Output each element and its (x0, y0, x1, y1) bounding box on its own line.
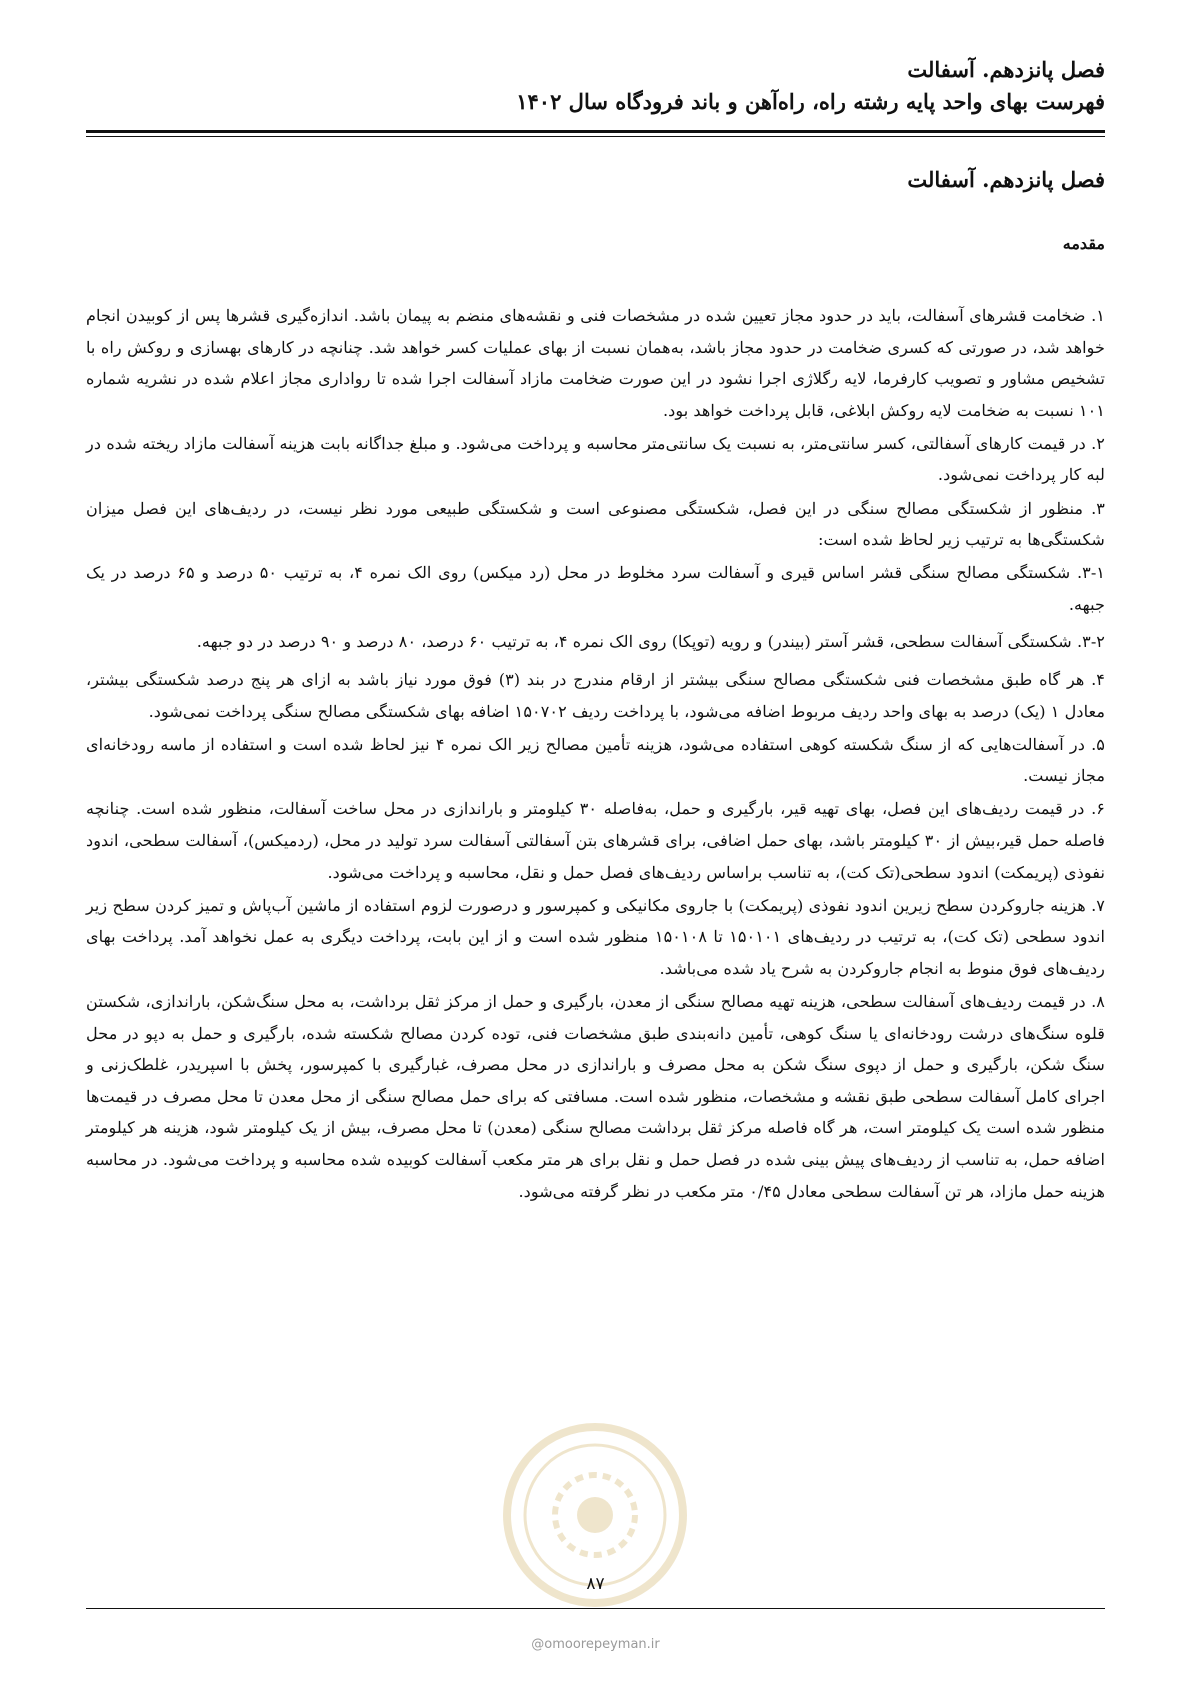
paragraph-8: ۸. در قیمت ردیف‌های آسفالت سطحی، هزینه تهیه مصالح سنگی از معدن، بارگیری و حمل از مرکز ثقل برداشت، به محل سنگ‌شکن، باراندازی، شکستن قلوه سنگ‌های درشت رودخانه‌ای یا سنگ کوهی، تأمین دانه‌بندی طبق مشخصات فنی، توده کردن مصالح شکسته شده، بارگیری و حمل به دپو در محل سنگ شکن، بارگیری و حمل از دپوی سنگ شکن به محل مصرف و باراندازی در محل مصرف، غبارگیری با کمپرسور، پخش با اسپریدر، غلطک‌زنی و اجرای کامل آسفالت سطحی طبق نقشه و مشخصات، منظور شده است. مسافتی که برای حمل مصالح سنگی از محل معدن تا محل مصرف در قیمت‌ها منظور شده است یک کیلومتر است، هر گاه فاصله مرکز ثقل برداشت مصالح سنگی (معدن) تا محل مصرف، بیش از یک کیلومتر شود، هزینه هر کیلومتر اضافه حمل، به تناسب از ردیف‌های پیش بینی شده در فصل حمل و نقل برای هر متر مکعب آسفالت کوبیده شده محاسبه و پرداخت می‌شود. در محاسبه هزینه حمل مازاد، هر تن آسفالت سطحی معادل ۰/۴۵ متر مکعب در نظر گرفته می‌شود. (86, 991, 1105, 1201)
header-chapter: فصل پانزدهم. آسفالت (907, 57, 1105, 82)
paragraph-3: ۳. منظور از شکستگی مصالح سنگی در این فصل، شکستگی مصنوعی است و شکستگی طبیعی مورد نظر نیست، در ردیف‌های این فصل میزان شکستگی‌ها به ترتیب زیر لحاظ شده است: (86, 498, 1105, 550)
header-rule-thick (86, 130, 1105, 133)
page-number: ۸۷ (586, 1574, 605, 1594)
paragraph-3-1: ۳-۱. شکستگی مصالح سنگی قشر اساس قیری و آسفالت سرد مخلوط در محل (رد میکس) روی الک نمره ۴، به ترتیب ۵۰ درصد و ۶۵ درصد در یک جبهه. (86, 563, 1105, 614)
footer-rule (86, 1608, 1105, 1609)
running-header (86, 54, 1105, 118)
paragraph-6: ۶. در قیمت ردیف‌های این فصل، بهای تهیه قیر، بارگیری و حمل، به‌فاصله ۳۰ کیلومتر و باراندازی در محل ساخت آسفالت، منظور شده است. چنانچه فاصله حمل قیر،بیش از ۳۰ کیلومتر باشد، بهای حمل اضافی، برای قشرهای بتن آسفالتی آسفالت سرد تولید در محل، (ردمیکس)، آسفالت سطحی، اندود نفوذی (پریمکت) اندود سطحی(تک کت)، به تناسب براساس ردیف‌های فصل حمل و نقل، محاسبه و پرداخت می‌شود. (86, 799, 1105, 882)
paragraph-4: ۴. هر گاه طبق مشخصات فنی شکستگی مصالح سنگی بیشتر از ارقام مندرج در بند (۳) فوق مورد نیاز باشد به ازای هر پنج درصد شکستگی بیشتر، معادل ۱ (یک) درصد به بهای واحد ردیف مربوط اضافه می‌شود، با پرداخت ردیف ۱۵۰۷۰۲ اضافه بهای شکستگی مصالح سنگی پرداخت نمی‌شود. (86, 670, 1105, 721)
intro-title: مقدمه (1062, 234, 1105, 253)
header-rule-thin (86, 136, 1105, 137)
paragraph-5: ۵. در آسفالت‌هایی که از سنگ شکسته کوهی استفاده می‌شود، هزینه تأمین مصالح زیر الک نمره ۴ نیز لحاظ شده است و استفاده از ماسه رودخانه‌ای مجاز نیست. (86, 734, 1105, 786)
paragraph-2: ۲. در قیمت کارهای آسفالتی، کسر سانتی‌متر، به نسبت یک سانتی‌متر محاسبه و پرداخت می‌شود. و مبلغ جداگانه بابت هزینه آسفالت مازاد ریخته شده در لبه کار پرداخت نمی‌شود. (86, 433, 1105, 485)
watermark-text: @omoorepeyman.ir (531, 1637, 660, 1652)
paragraph-7: ۷. هزینه جاروکردن سطح زیرین اندود نفوذی (پریمکت) با جاروی مکانیکی و کمپرسور و درصورت لزوم استفاده از ماشین آب‌پاش و تمیز کردن سطح زیر اندود سطحی (تک کت)، به ترتیب در ردیف‌های ۱۵۰۱۰۱ تا ۱۵۰۱۰۸ منظور شده است و از این بابت، پرداخت دیگری به عمل نخواهد آمد. پرداخت بهای ردیف‌های فوق منوط به انجام جاروکردن به شرح یاد شده می‌باشد. (86, 895, 1106, 978)
chapter-title: فصل پانزدهم. آسفالت (907, 167, 1105, 192)
paragraph-3-2: ۳-۲. شکستگی آسفالت سطحی، قشر آستر (بیندر) و رویه (توپکا) روی الک نمره ۴، به ترتیب ۶۰ درصد، ۸۰ درصد و ۹۰ درصد در دو جبهه. (196, 632, 1105, 652)
paragraph-1: ۱. ضخامت قشرهای آسفالت، باید در حدود مجاز تعیین شده در مشخصات فنی و نقشه‌های منضم به پیمان باشد. اندازه‌گیری قشرها پس از کوبیدن انجام خواهد شد، در صورتی که کسری ضخامت در حدود مجاز باشد، به‌همان نسبت از بهای عملیات کسر خواهد شد. چنانچه در کارهای بهسازی و روکش راه با تشخیص مشاور و تصویب کارفرما، لایه رگلاژی اجرا نشود در این صورت ضخامت مازاد آسفالت اجرا شده تا رواداری مجاز اعلام شده در نشریه شماره ۱۰۱ نسبت به ضخامت لایه روکش ابلاغی، قابل پرداخت خواهد بود. (86, 306, 1105, 420)
body-text (86, 300, 1105, 1209)
header-subtitle: فهرست بهای واحد پایه رشته راه، راه‌آهن و باند فرودگاه سال ۱۴۰۲ (516, 89, 1105, 114)
